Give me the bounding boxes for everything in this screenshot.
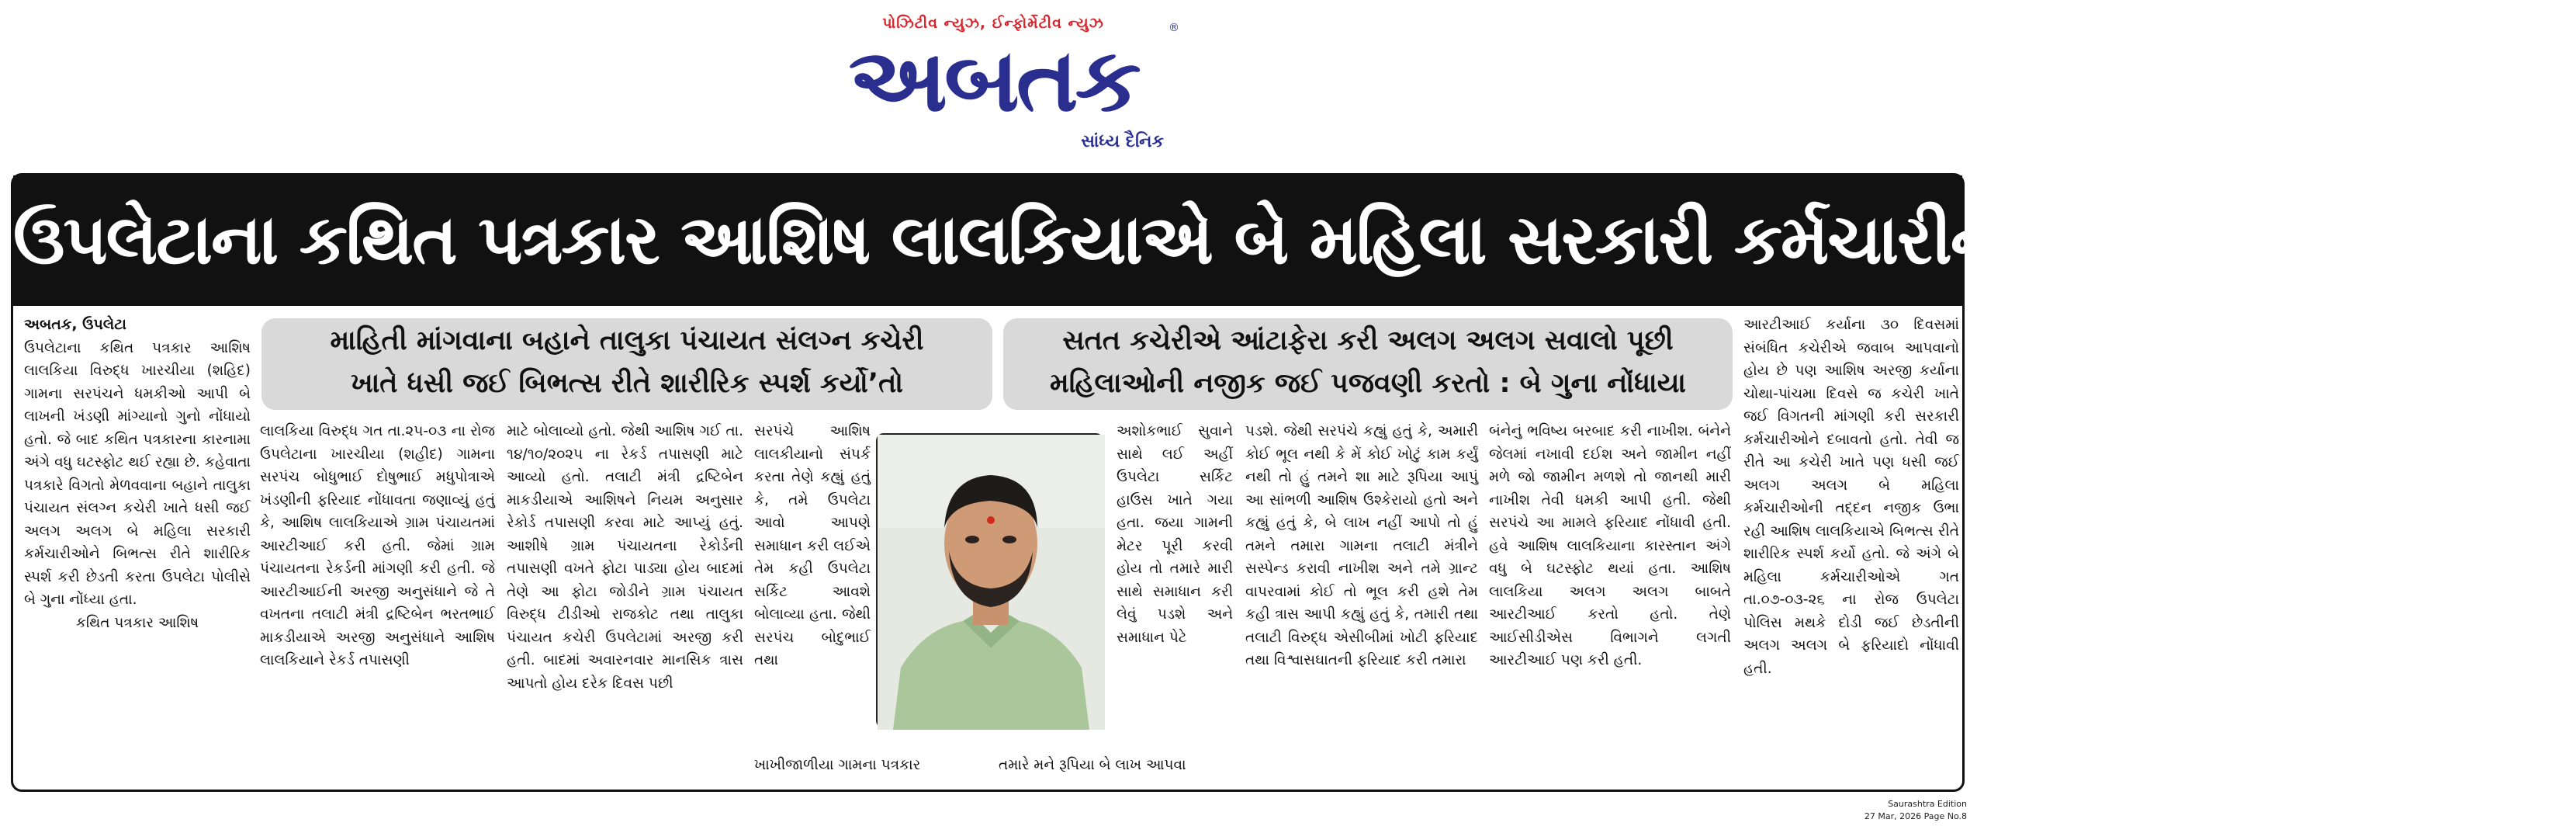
column-5-tail: તમારે મને રૂપિયા બે લાખ આપવા bbox=[999, 757, 1186, 773]
article-column-3 bbox=[507, 420, 743, 695]
subhead-left bbox=[261, 318, 992, 410]
column-1-tail: કથિત પત્રકાર આશિષ bbox=[75, 614, 199, 631]
article-headline: ઉપલેટાના કથિત પત્રકાર આશિષ લાલકિયાએ બે મહિલા સરકારી કર્મચારીની છેડતી કર્યાનો ધડાકો bbox=[13, 200, 2576, 279]
column-7-text: બંનેનું ભવિષ્ય બરબાદ કરી નાખીશ. બંનેને જેલમાં નખાવી દઈશ અને જામીન નહીં મળે જો જામીન મળશે તો જાનથી મારી નાખીશ તેવી ધમકી આપી હતી. જેથી સરપંચે આ મામલે ફરિયાદ નોંધાવી હતી. હવે આશિષ લાલકિયાના કારસ્તાન અંગે વધુ બે ઘટસ્ફોટ થયાં હતા. આશિષ લાલકિયા અલગ અલગ બાબતે આરટીઆઈ કરતો હતો. તેણે આઈસીડીએસ વિભાગને લગતી આરટીઆઈ પણ કરી હતી. bbox=[1489, 423, 1731, 668]
article-column-4 bbox=[754, 420, 871, 672]
registered-mark: ® bbox=[1169, 22, 1179, 34]
headline-band bbox=[13, 175, 2576, 306]
subhead-right-line-2: મહિલાઓની નજીક જઈ પજવણી કરતો : બે ગુના નોંધાયા bbox=[1050, 368, 1686, 399]
subhead-left-line-1: માહિતી માંગવાના બહાને તાલુકા પંચાયત સંલગ્ન કચેરી bbox=[330, 325, 924, 356]
article-column-8 bbox=[1743, 314, 1959, 680]
article-byline: અબતક, ઉપલેટા bbox=[24, 316, 126, 333]
subhead-right bbox=[1003, 318, 1733, 410]
article-column-5-tail bbox=[999, 754, 1231, 777]
article-column-5 bbox=[1117, 420, 1233, 649]
newspaper-logo: અબતક bbox=[848, 30, 1138, 131]
article-column-2 bbox=[260, 420, 495, 672]
article-column-4-tail bbox=[754, 754, 987, 777]
person-portrait-icon bbox=[878, 435, 1105, 730]
masthead-tagline: પોઝિટીવ ન્યુઝ, ઈન્ફોર્મેટીવ ન્યુઝ bbox=[882, 15, 1104, 32]
subhead-left-line-2: ખાતે ધસી જઈ બિભત્સ રીતે શારીરિક સ્પર્શ કર્યો’તો bbox=[350, 368, 904, 399]
column-2-text: લાલકિયા વિરુદ્ધ ગત તા.૨૫-૦૩ ના રોજ ઉપલેટાના ખારચીયા (શહીદ) ગામના સરપંચ બોધુભાઈ દોષુભાઈ મધુપોત્રાએ ખંડણીની ફરિયાદ નોંધાવતા જણાવ્યું હતું કે, આશિષ લાલકિયાએ ગ્રામ પંચાયતમાં આરટીઆઈ કરી હતી. જેમાં ગ્રામ પંચાયતના રેકર્ડની માંગણી કરી હતી. જે આરટીઆઈની અરજી અનુસંધાને જે તે વખતના તલાટી મંત્રી દ્રષ્ટિબેન ભરતભાઈ માકડીયાએ અરજી અનુસંધાને આશિષ લાલકિયાને રેકર્ડ તપાસણી bbox=[260, 423, 495, 668]
masthead-subtitle: સાંધ્ય દૈનિક bbox=[1081, 132, 1164, 151]
article-column-7 bbox=[1489, 420, 1731, 672]
column-6-text: પડશે. જેથી સરપંચે કહ્યું હતું કે, અમારી કોઈ ભૂલ નથી કે મેં કોઈ ખોટું કામ કર્યું નથી તો હું તમને શા માટે રૂપિયા આપું આ સાંભળી આશિષ ઉશ્કેરાયો હતો અને કહ્યું હતું કે, બે લાખ નહીં આપો તો હું તમને તમારા ગામના તલાટી મંત્રીને સસ્પેન્ડ કરાવી નાખીશ અને તમે ગ્રાન્ટ વાપરવામાં કોઈ તો ભૂલ કરી હશે તેમ કહી ત્રાસ આપી કહ્યું હતું કે, તમારી તથા તલાટી વિરુદ્ધ એસીબીમાં ખોટી ફરિયાદ તથા વિશ્વાસઘાતની ફરિયાદ કરી તમારા bbox=[1245, 423, 1478, 668]
column-4-tail: ખાખીજાળીયા ગામના પત્રકાર bbox=[754, 757, 921, 773]
article-column-6 bbox=[1245, 420, 1478, 672]
column-8-text: આરટીઆઈ કર્યાના ૩૦ દિવસમાં સંબંધિત કચેરીએ જવાબ આપવાનો હોય છે પણ આશિષ અરજી કર્યાના ચોથા-પાંચમા દિવસે જ કચેરી ખાતે જઈ વિગતની માંગણી કરી સરકારી કર્મચારીઓને દબાવતો હતો. તેવી જ રીતે આ કચેરી ખાતે પણ ધસી જઈ અલગ અલગ બે મહિલા કર્મચારીઓની તદ્દન નજીક ઉભા રહી આશિષ લાલકિયાએ બિભત્સ રીતે શારીરિક સ્પર્શ કર્યો હતો. જે અંગે બે મહિલા કર્મચારીઓએ ગત તા.૦૭-૦૩-૨૬ ના રોજ ઉપલેટા પોલિસ મથકે દોડી જઈ છેડતીની અલગ અલગ બે ફરિયાદો નોંધાવી હતી. bbox=[1743, 317, 1959, 677]
edition-name: Saurashtra Edition bbox=[1888, 799, 1967, 809]
reporter-photo bbox=[876, 433, 1103, 728]
edition-date-page: 27 Mar, 2026 Page No.8 bbox=[1864, 811, 1967, 821]
column-3-text: માટે બોલાવ્યો હતો. જેથી આશિષ ગઈ તા. ૧૪/૧૦/૨૦૨૫ ના રેકર્ડ તપાસણી માટે આવ્યો હતો. તલાટી મંત્રી દ્રષ્ટિબેન માકડીયાએ આશિષને નિયમ અનુસાર રેકોર્ડ તપાસણી કરવા માટે આપ્યું હતું. આશીષે ગ્રામ પંચાયતના રેકોર્ડની તપાસણી વખતે ફોટા પાડ્યા હોય બાદમાં તેણે આ ફોટા જોડીને ગ્રામ પંચાયત વિરુદ્ધ ટીડીઓ રાજકોટ તથા તાલુકા પંચાયત કચેરી ઉપલેટામાં અરજી કરી હતી. બાદમાં અવારનવાર માનસિક ત્રાસ આપતો હોય દરેક દિવસ પછી bbox=[507, 423, 743, 692]
subhead-right-line-1: સતત કચેરીએ આંટાફેરા કરી અલગ અલગ સવાલો પૂછી bbox=[1062, 325, 1674, 356]
column-4-text: સરપંચે આશિષ લાલકીયાનો સંપર્ક કરતા તેણે કહ્યું હતું કે, તમે ઉપલેટા આવો આપણે સમાધાન કરી લઈએ તેમ કહી ઉપલેટા સર્કિટ આવશે બોલાવ્યા હતા. જેથી સરપંચ બોદુભાઈ તથા bbox=[754, 423, 871, 668]
edition-info bbox=[1864, 798, 1967, 823]
column-5-text: અશોકભાઈ સુવાને સાથે લઈ અહીં ઉપલેટા સર્કિટ હાઉસ ખાતે ગયા હતા. જયા ગામની મેટર પૂરી કરવી હોય તો તમારે મારી સાથે સમાધાન કરી લેવું પડશે અને સમાધાન પેટે bbox=[1117, 423, 1233, 646]
column-1-text: ઉપલેટાના કથિત પત્રકાર આશિષ લાલકિયા વિરુદ્ધ ખારચીયા (શહિદ) ગામના સરપંચને ધમકીઓ આપી બે લાખની ખંડણી માંગ્યાનો ગુનો નોંધાયો હતો. જે બાદ કથિત પત્રકારના કારનામા અંગે વધુ ઘટસ્ફોટ થઈ રહ્યા છે. કહેવાતા પત્રકારે વિગતો મેળવવાના બહાને તાલુકા પંચાયત સંલગ્ન કચેરી ખાતે ધસી જઈ અલગ અલગ બે મહિલા સરકારી કર્મચારીઓને બિભત્સ રીતે શારીરિક સ્પર્શ કરી છેડતી કરતા ઉપલેટા પોલીસે બે ગુના નોંધ્યા હતા. bbox=[24, 339, 251, 608]
masthead bbox=[807, 14, 1179, 154]
article-column-1 bbox=[24, 314, 251, 634]
